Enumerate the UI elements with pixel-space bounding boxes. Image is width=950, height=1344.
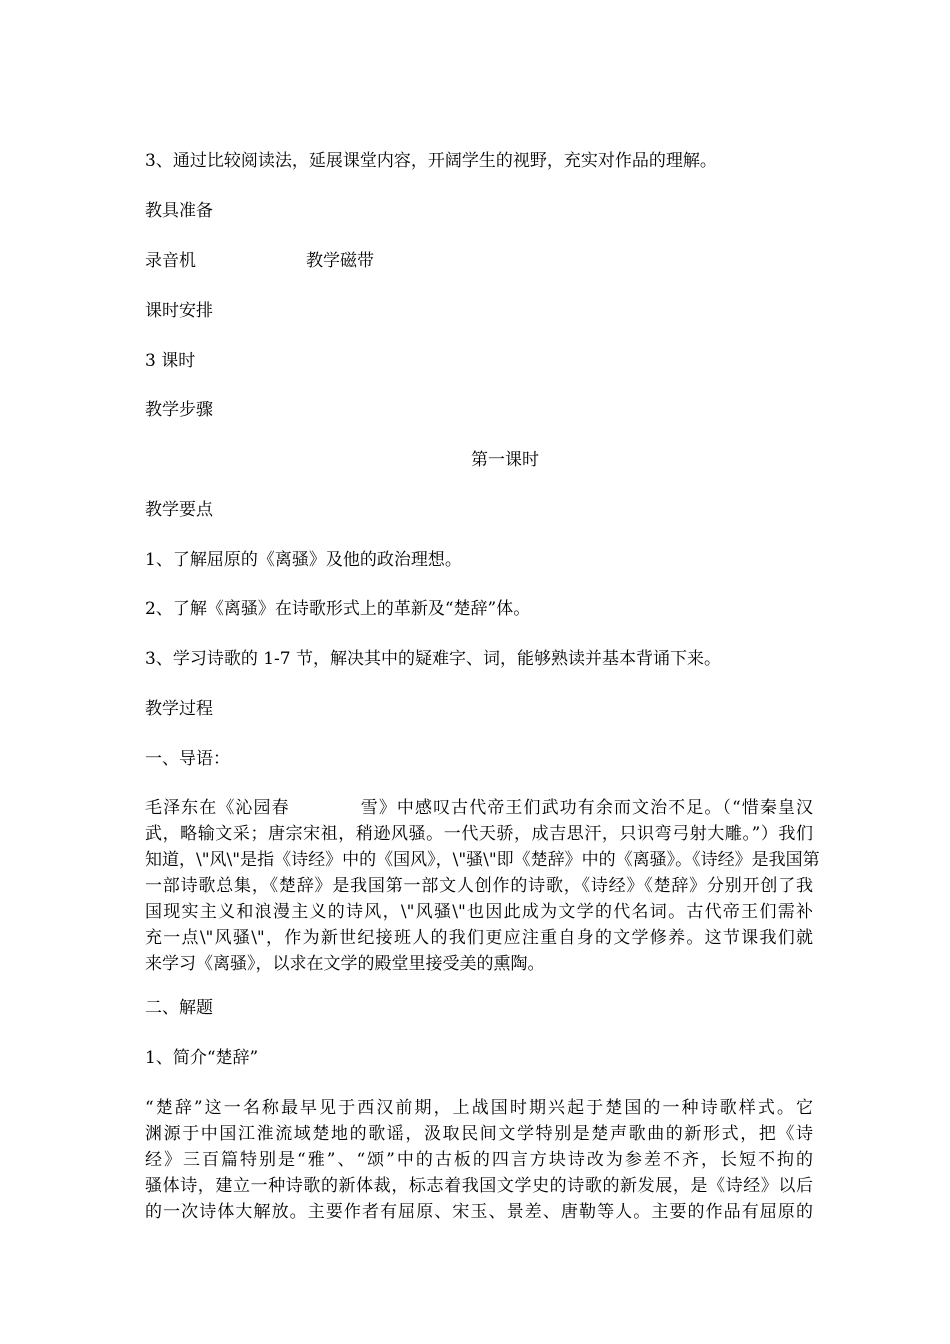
chuci-line-4: 骚体诗，建立一种诗歌的新体裁，标志着我国文学史的诗歌的新发展，是《诗经》以后: [145, 1176, 813, 1196]
lesson-title: 第一课时: [471, 450, 539, 470]
heading-teaching-aids: 教具准备: [145, 201, 213, 221]
intro-paragraph: [145, 795, 820, 977]
heading-schedule: 课时安排: [145, 301, 213, 321]
intro-line-7: 来学习《离骚》，以求在文学的殿堂里接受美的熏陶。: [145, 954, 545, 974]
intro-line-1: 毛泽东在《沁园春 雪》中感叹古代帝王们武功有余而文治不足。（“惜秦皇汉: [145, 798, 814, 818]
schedule-value: 3 课时: [145, 351, 196, 371]
intro-line-4: 一部诗歌总集，《楚辞》是我国第一部文人创作的诗歌，《诗经》《楚辞》分别开创了我: [145, 876, 813, 896]
intro-line-3: 知道，\"风\"是指《诗经》中的《国风》，\"骚\"即《楚辞》中的《离骚》。《诗经》是我国第: [145, 850, 820, 870]
intro-line-6: 充一点\"风骚\"，作为新世纪接班人的我们更应注重自身的文学修养。这节课我们就: [145, 928, 813, 948]
heading-steps: 教学步骤: [145, 400, 213, 420]
intro-line-2: 武，略输文采；唐宗宋祖，稍逊风骚。一代天骄，成吉思汗，只识弯弓射大雕。”）我们: [145, 824, 813, 844]
aid-tape-recorder: 录音机: [145, 251, 196, 271]
chuci-line-2: 渊源于中国江淮流域楚地的歌谣，汲取民间文学特别是楚声歌曲的新形式，把《诗: [145, 1124, 813, 1144]
key-point-3: 3、学习诗歌的 1-7 节，解决其中的疑难字、词，能够熟读并基本背诵下来。: [145, 649, 721, 669]
chuci-line-3: 经》三百篇特别是“雅”、“颂”中的古板的四言方块诗改为参差不齐，长短不拘的: [145, 1150, 813, 1170]
heading-key-points: 教学要点: [145, 500, 213, 520]
teaching-aids-line: [145, 249, 810, 273]
intro-line-5: 国现实主义和浪漫主义的诗风，\"风骚\"也因此成为文学的代名词。古代帝王们需补: [145, 902, 813, 922]
section-explanation: 二、解题: [145, 998, 213, 1018]
subheading-chuci: 1、简介“楚辞”: [145, 1048, 259, 1068]
chuci-line-5: 的一次诗体大解放。主要作者有屈原、宋玉、景差、唐勒等人。主要的作品有屈原的: [145, 1202, 813, 1222]
key-point-2: 2、了解《离骚》在诗歌形式上的革新及“楚辞”体。: [145, 599, 531, 619]
aid-teaching-tape: 教学磁带: [306, 251, 374, 271]
chuci-paragraph: [145, 1095, 813, 1225]
objective-3: 3、通过比较阅读法，延展课堂内容，开阔学生的视野，充实对作品的理解。: [145, 151, 717, 171]
key-point-1: 1、了解屈原的《离骚》及他的政治理想。: [145, 550, 462, 570]
section-intro: 一、导语：: [145, 749, 230, 769]
chuci-line-1: “楚辞”这一名称最早见于西汉前期，上战国时期兴起于楚国的一种诗歌样式。它: [145, 1098, 813, 1118]
heading-process: 教学过程: [145, 699, 213, 719]
